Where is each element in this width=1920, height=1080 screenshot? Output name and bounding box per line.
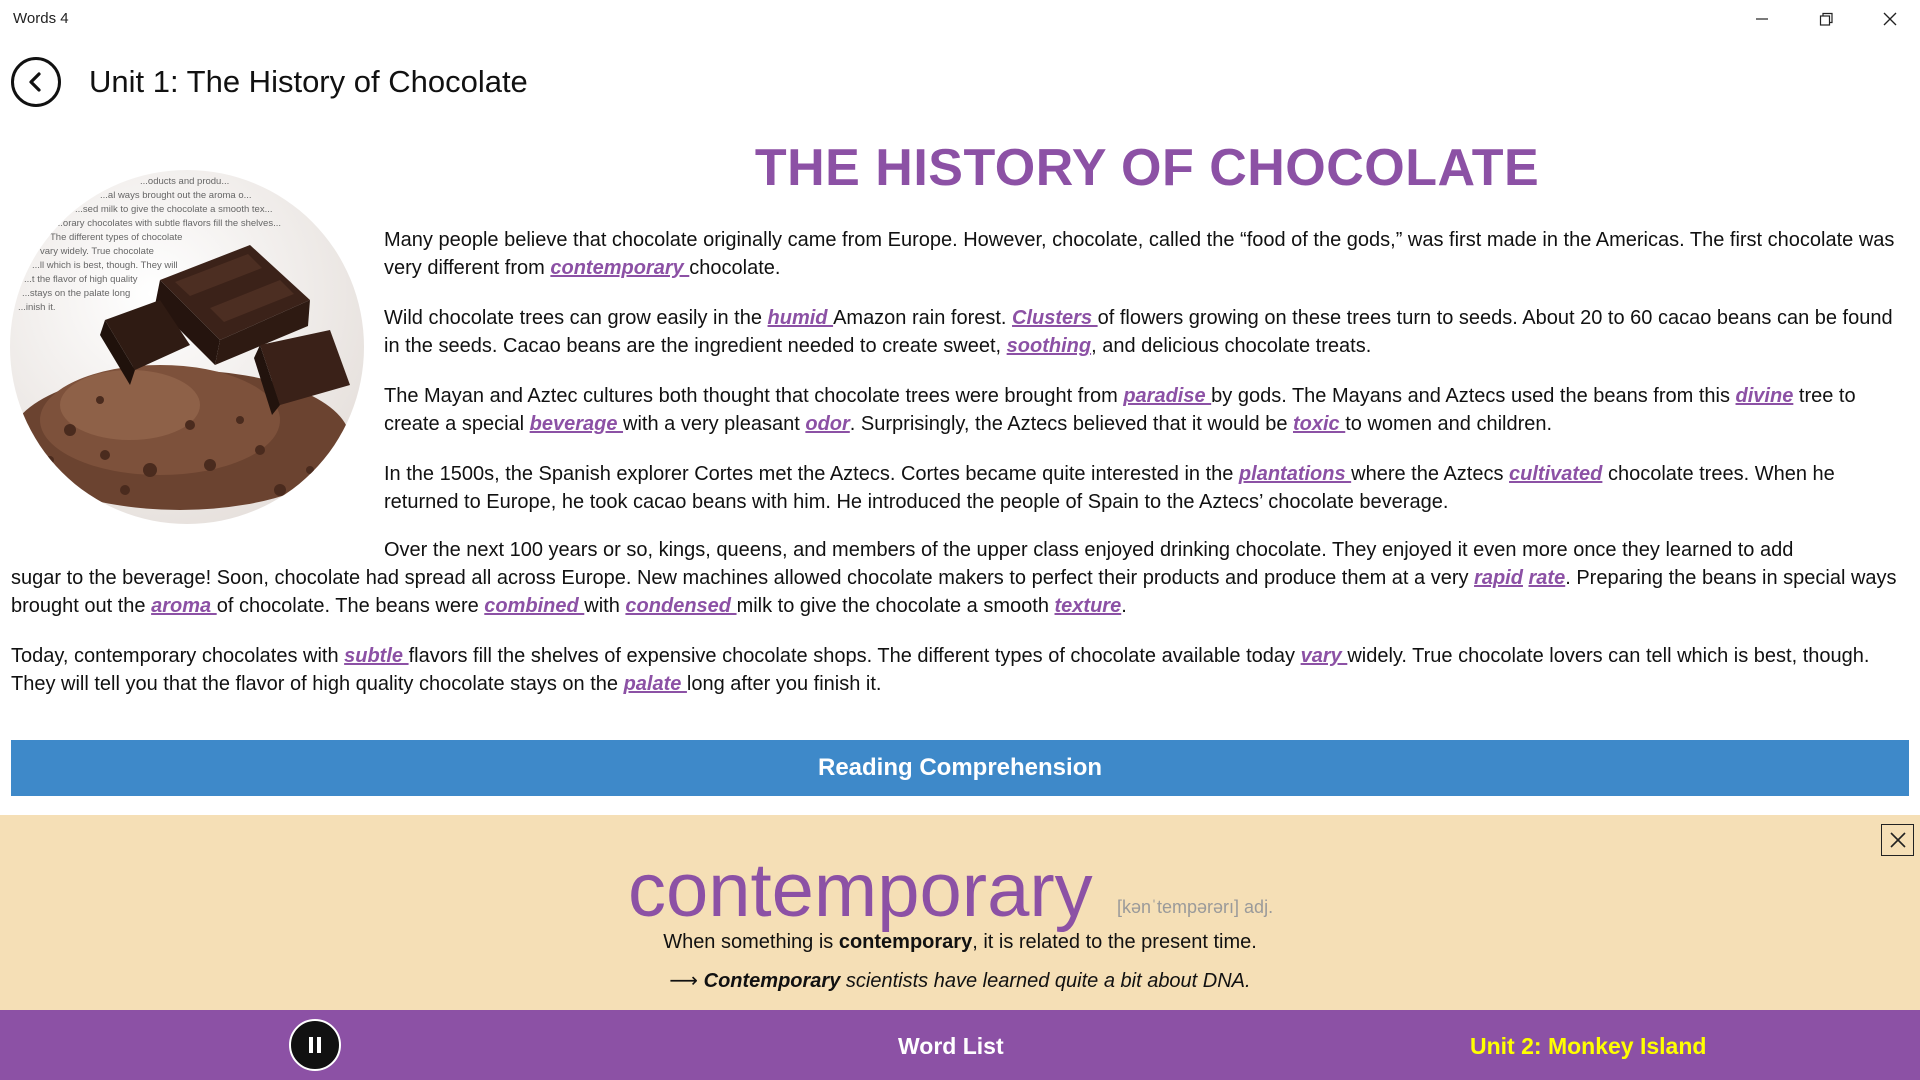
close-icon: [1882, 11, 1898, 27]
example-word: Contemporary: [703, 970, 841, 992]
svg-text:...inish it.: ...inish it.: [18, 302, 56, 313]
text: In the 1500s, the Spanish explorer Cortes met the Aztecs. Cortes became quite interested in the: [384, 463, 1239, 485]
text: long after you finish it.: [686, 673, 882, 695]
definition-word: contemporary: [838, 931, 973, 953]
text: . Preparing the beans in special ways brought out the: [11, 567, 1897, 617]
close-icon: [1888, 830, 1908, 850]
vocab-word-plantations[interactable]: plantations: [1238, 463, 1352, 485]
svg-text:...oducts and produ...: ...oducts and produ...: [140, 176, 230, 187]
svg-text:...ll which is best, though. T: ...ll which is best, though. They will: [32, 260, 178, 271]
next-unit-button[interactable]: Unit 2: Monkey Island: [1470, 1033, 1707, 1059]
title-bar: [0, 0, 1920, 38]
svg-text:...al ways brought out the aro: ...al ways brought out the aroma o...: [100, 190, 252, 201]
text: chocolate.: [689, 257, 781, 279]
text: by gods. The Mayans and Aztecs used the beans from this: [1211, 385, 1736, 407]
back-button[interactable]: [11, 57, 61, 107]
text: When something is: [663, 931, 839, 953]
vocab-word-clusters[interactable]: Clusters: [1012, 307, 1098, 329]
vocab-word-condensed[interactable]: condensed: [625, 595, 737, 617]
text: to women and children.: [1345, 413, 1553, 435]
text: milk to give the chocolate a smooth: [736, 595, 1055, 617]
text: The Mayan and Aztec cultures both thought that chocolate trees were brought from: [384, 385, 1124, 407]
popup-definition: [0, 931, 1920, 954]
minimize-icon: [1754, 11, 1770, 27]
text: Today, contemporary chocolates with: [11, 645, 345, 667]
paragraph-3: [384, 382, 1910, 438]
text: with: [584, 595, 626, 617]
vocab-word-rapid[interactable]: rapid: [1474, 567, 1523, 589]
text: tree to create a special: [384, 385, 1856, 435]
popup-example: [0, 968, 1920, 993]
vocab-word-beverage[interactable]: beverage: [529, 413, 624, 435]
text: flavors fill the shelves of expensive chocolate shops. The different types of chocolate available today: [408, 645, 1301, 667]
svg-text:...stays on the palate long: ...stays on the palate long: [22, 288, 131, 299]
text: scientists have learned quite a bit about DNA.: [840, 970, 1251, 992]
restore-icon: [1818, 11, 1834, 27]
vocab-word-subtle[interactable]: subtle: [344, 645, 409, 667]
paragraph-5: [11, 564, 1909, 620]
svg-text:...orary chocolates with subtl: ...orary chocolates with subtle flavors fill the shelves...: [55, 218, 281, 229]
vocab-word-cultivated[interactable]: cultivated: [1509, 463, 1603, 485]
vocab-word-palate[interactable]: palate: [623, 673, 687, 695]
popup-word: contemporary: [628, 848, 1093, 933]
arrow-right-icon: ⟶: [669, 970, 704, 992]
article-heading: THE HISTORY OF CHOCOLATE: [754, 139, 1540, 197]
page-header: [0, 50, 1920, 114]
svg-text:vary widely. True chocolate: vary widely. True chocolate: [40, 246, 154, 257]
text: .: [1121, 595, 1127, 617]
page-title: Unit 1: The History of Chocolate: [89, 64, 528, 99]
popup-pronunciation: [kənˈtempərərı] adj.: [1117, 897, 1274, 917]
text: sugar to the beverage! Soon, chocolate had spread all across Europe. New machines allowed chocolate makers to perfect their products and produce them at a very: [11, 567, 1475, 589]
restore-button[interactable]: [1794, 0, 1858, 38]
vocab-word-divine[interactable]: divine: [1735, 385, 1794, 407]
text: Amazon rain forest.: [833, 307, 1013, 329]
paragraph-1: [384, 226, 1910, 282]
text: Over the next 100 years or so, kings, queens, and members of the upper class enjoyed drinking chocolate. They enjoyed it even more once they learned to add: [384, 539, 1794, 561]
paragraph-5-line-1: [384, 536, 1910, 564]
vocab-word-odor[interactable]: odor: [805, 413, 850, 435]
vocab-word-contemporary[interactable]: contemporary: [550, 257, 690, 279]
reading-comprehension-button[interactable]: Reading Comprehension: [11, 740, 1909, 796]
vocab-word-soothing[interactable]: soothing: [1006, 335, 1092, 357]
text: of flowers growing on these trees turn to seeds. About 20 to 60 cacao beans can be found in the seeds. Cacao beans are the ingredient needed to create sweet,: [384, 307, 1893, 357]
svg-text:...t the flavor of high qualit: ...t the flavor of high quality: [24, 274, 138, 285]
vocab-word-aroma[interactable]: aroma: [151, 595, 217, 617]
pause-icon: [305, 1035, 325, 1055]
paragraph-2: [384, 304, 1910, 360]
text: widely. True chocolate lovers can tell which is best, though. They will tell you that the flavor of high quality chocolate stays on the: [11, 645, 1870, 695]
text: Wild chocolate trees can grow easily in the: [384, 307, 768, 329]
chocolate-image: [10, 170, 364, 524]
vocab-word-texture[interactable]: texture: [1054, 595, 1122, 617]
text: where the Aztecs: [1351, 463, 1510, 485]
text: , and delicious chocolate treats.: [1091, 335, 1372, 357]
vocab-word-paradise[interactable]: paradise: [1123, 385, 1212, 407]
paragraph-6: [11, 642, 1909, 698]
text: of chocolate. The beans were: [216, 595, 485, 617]
svg-text:The different types of chocola: The different types of chocolate: [50, 232, 183, 243]
close-window-button[interactable]: [1858, 0, 1920, 38]
text: chocolate trees. When he returned to Europe, he took cacao beans with him. He introduced the people of Spain to the Aztecs’ chocolate beverage.: [384, 463, 1835, 513]
vocab-word-combined[interactable]: combined: [484, 595, 585, 617]
pause-button[interactable]: [289, 1019, 341, 1071]
word-list-button[interactable]: Word List: [898, 1033, 1004, 1059]
vocab-word-rate[interactable]: rate: [1528, 567, 1566, 589]
app-title: Words 4: [13, 10, 69, 27]
text: , it is related to the present time.: [972, 931, 1257, 953]
text: with a very pleasant: [623, 413, 806, 435]
arrow-left-circle-icon: [25, 71, 47, 93]
minimize-button[interactable]: [1730, 0, 1794, 38]
vocab-word-toxic[interactable]: toxic: [1293, 413, 1346, 435]
text: Many people believe that chocolate originally came from Europe. However, chocolate, called the “food of the gods,” was first made in the Americas. The first chocolate was very different from: [384, 229, 1895, 279]
paragraph-4: [384, 460, 1910, 516]
svg-text:...sed milk to give the chocol: ...sed milk to give the chocolate a smooth tex...: [75, 204, 273, 215]
vocab-word-vary[interactable]: vary: [1300, 645, 1348, 667]
popup-close-button[interactable]: [1881, 824, 1914, 856]
vocab-word-humid[interactable]: humid: [767, 307, 834, 329]
text: . Surprisingly, the Aztecs believed that it would be: [849, 413, 1293, 435]
